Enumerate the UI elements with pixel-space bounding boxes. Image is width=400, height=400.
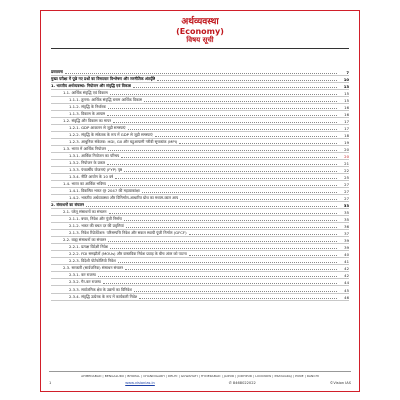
document-page [40,10,360,392]
toc-leader-dots [115,178,337,179]
toc-entry[interactable] [51,294,349,301]
toc-entry-label: मुख्य परीक्षा में पूछे गए प्रश्नों का विषयवार विश्लेषण और रणनीतिक अंतर्दृष्टि [51,76,156,82]
toc-entry-page: 44 [344,280,349,286]
toc-leader-dots [189,234,337,235]
toc-entry-label: 1. भारतीय अर्थव्यवस्था: नियोजन और संवृद्धि एवं विकास [51,83,132,89]
toc-entry-label: 1.2.3. आधुनिक संकेतक: HDI, GII और बहुआयामी गरीबी सूचकांक (MPI) [69,139,178,145]
toc-leader-dots [107,115,337,116]
toc-entry-page: 18 [344,133,349,139]
toc-entry[interactable] [51,167,349,174]
toc-entry[interactable] [51,174,349,181]
toc-entry[interactable] [51,286,349,293]
toc-entry[interactable] [51,132,349,139]
toc-leader-dots [189,255,337,256]
toc-leader-dots [126,227,337,228]
toc-entry-page: 37 [344,231,349,237]
toc-entry-page: 46 [344,294,349,300]
toc-entry-label: 1.3.2. नियोजन के प्रकार [69,160,106,166]
toc-entry-page: 42 [344,273,349,279]
toc-entry-page: 36 [344,224,349,230]
toc-entry-page: 16 [344,112,349,118]
toc-entry[interactable] [51,146,349,153]
toc-entry[interactable] [51,202,349,209]
toc-entry-label: 2.2.2. FDI समझौतों (MOUs) और वास्तविक निवेश प्रवाह के बीच अंतर को पाटना [69,251,187,257]
toc-entry[interactable] [51,125,349,132]
toc-heading: विषय सूची [186,36,214,44]
toc-entry-label: 2.2.3. विदेशी पोर्टफोलियो निवेश [69,258,116,264]
toc-leader-dots [108,185,337,186]
toc-entry-label: 2.1.3. निवेश रिप्रेजेंटेशन: परिसम्पत्ति निवेश और सकल स्थायी पूंजी निर्माण (GFCF) [69,230,187,236]
toc-entry-page: 33 [343,203,349,209]
toc-entry[interactable] [51,279,349,286]
toc-leader-dots [134,291,337,292]
toc-entry-page: 40 [344,252,349,258]
footer-website-link[interactable]: www.visionias.in [125,381,155,385]
toc-entry-page: 17 [344,126,349,132]
toc-leader-dots [144,101,337,102]
toc-entry[interactable] [51,153,349,160]
footer-phone: ✆ 8468022022 [228,381,256,385]
toc-leader-dots [128,129,337,130]
toc-leader-dots [110,94,337,95]
toc-entry-label: 1.1.2. संवृद्धि के निर्धारक [69,104,106,110]
toc-entry-label: 1.3.1. आर्थिक नियोजन का परिचय [69,153,120,159]
toc-entry-label: 1.4.2. भारतीय अर्थव्यवस्था और विनिर्माण-आधारित ग्रोथ का मध्यम-काल आय [69,195,179,201]
toc-entry-page: 22 [344,168,349,174]
toc-entry-label: 2.1.1. बचत, निवेश और पूंजी निर्माण [69,216,123,222]
toc-entry-label: 2.3.3. सार्वजनिक क्षेत्र के उद्यमों का विनिवेश [69,286,132,292]
toc-entry-page: 15 [344,91,349,97]
toc-entry-label: 1.2. संवृद्धि और विकास का मापन [63,118,112,124]
toc-entry[interactable] [51,90,349,97]
toc-entry[interactable] [51,76,349,83]
toc-entry-label: 2.2. बाह्य संसाधनों का संचलन [63,237,107,243]
toc-entry-page: 35 [344,217,349,223]
toc-leader-dots [108,150,337,151]
toc-entry[interactable] [51,111,349,118]
toc-leader-dots [124,171,337,172]
toc-leader-dots [142,192,337,193]
toc-entry[interactable] [51,188,349,195]
toc-entry-page: 27 [344,182,349,188]
toc-leader-dots [139,298,337,299]
toc-entry-label: 2.1. घरेलू संसाधनों का संचलन [63,209,107,215]
toc-entry[interactable] [51,216,349,223]
toc-entry-page: 20 [344,147,349,153]
toc-entry[interactable] [51,258,349,265]
toc-entry-label: 1.2.2. संवृद्धि के संकेतक के रूप में GDP से जुड़ी समस्याएं [69,132,153,138]
toc-entry-page: 15 [344,98,349,104]
toc-entry-label: 2. संसाधनों का संचलन [51,202,85,208]
toc-entry[interactable] [51,244,349,251]
toc-leader-dots [118,262,337,263]
toc-entry-label: 2.1.2. भारत की बचत दर की प्रवृत्तियां [69,223,124,229]
toc-leader-dots [157,80,337,81]
document-header [41,17,359,45]
toc-entry-page: 42 [344,266,349,272]
toc-entry-page: 27 [344,189,349,195]
toc-entry[interactable] [51,97,349,104]
toc-entry-page: 25 [344,175,349,181]
toc-entry[interactable] [51,223,349,230]
footer-copyright: ©Vision IAS [329,381,351,385]
toc-entry-label: 1.1.1. तुलना: आर्थिक संवृद्धि बनाम आर्थिक विकास [69,97,143,103]
toc-leader-dots [125,269,337,270]
toc-leader-dots [65,73,337,74]
toc-entry-label: 2.2.1. प्रत्यक्ष विदेशी निवेश [69,244,109,250]
toc-entry[interactable] [51,230,349,237]
toc-entry-label: 2.3.1. कर राजस्व [69,272,96,278]
toc-entry[interactable] [51,83,349,90]
toc-entry-page: 35 [344,210,349,216]
toc-entry-page: 21 [344,161,349,167]
toc-entry-page: 39 [344,238,349,244]
toc-entry-page: 41 [344,259,349,265]
page-footer [49,371,351,385]
toc-leader-dots [86,206,337,207]
footer-centers: AHMEDABAD | BENGALURU | BHOPAL | CHANDIGARH | DELHI | GUWAHATI | HYDERABAD | JAIPUR | JODHPUR | LUCKNOW | PRAYAGRAJ | PUNE | RANCHI [49,371,351,378]
toc-leader-dots [155,136,337,137]
toc-leader-dots [121,157,337,158]
toc-entry-label: प्रस्तावना [51,69,63,75]
toc-entry-page: 39 [344,245,349,251]
toc-entry-label: 1.1.3. विकास के आयाम [69,111,106,117]
toc-entry-label: 1.3.3. पंचवर्षीय योजनाएं (FYP) पृष्ठ [69,167,123,173]
toc-entry-page: 19 [344,140,349,146]
toc-entry-page: 45 [344,287,349,293]
toc-entry[interactable] [51,195,349,202]
toc-entry-label: 1.1. आर्थिक संवृद्धि एवं विकास [63,90,108,96]
toc-entry[interactable] [51,139,349,146]
page-title: अर्थव्यवस्था [181,17,219,27]
toc-leader-dots [103,283,337,284]
toc-entry[interactable] [51,251,349,258]
toc-entry-page: 20 [344,154,349,160]
toc-leader-dots [133,87,337,88]
toc-entry-page: 27 [344,196,349,202]
toc-entry-page: 10 [343,77,349,83]
toc-leader-dots [124,220,337,221]
footer-page-number: 1 [49,381,52,385]
toc-entry-page: 16 [344,105,349,111]
toc-leader-dots [108,108,337,109]
toc-entry-label: 1.3. भारत में आर्थिक नियोजन [63,146,107,152]
toc-leader-dots [180,199,337,200]
toc-entry[interactable] [51,265,349,272]
toc-entry[interactable] [51,160,349,167]
toc-list [51,69,349,301]
toc-entry-label: 1.4. भारत का आर्थिक भविष्य [63,181,106,187]
toc-leader-dots [108,241,337,242]
toc-entry-label: 1.4.1. विकसित भारत @ 2047 की महत्वाकांक्षा [69,188,140,194]
toc-entry[interactable] [51,118,349,125]
toc-entry-page: 7 [346,70,349,76]
toc-entry-page: 13 [343,84,349,90]
toc-entry-label: 2.3.4. संवृद्धि उत्प्रेरक के रूप में कार्यकारी निवेश [69,293,138,299]
toc-leader-dots [110,248,337,249]
toc-entry[interactable] [51,69,349,76]
toc-entry[interactable] [51,237,349,244]
toc-entry-label: 2.3.2. गैर-कर राजस्व [69,279,101,285]
toc-entry[interactable] [51,209,349,216]
toc-entry-label: 1.3.4. नीति आयोग के 10 वर्ष [69,174,114,180]
toc-leader-dots [113,122,337,123]
toc-entry-label: 2.3. सरकारी (सार्वजनिक) संसाधन संचलन [63,265,124,271]
toc-entry-label: 1.2.1. GDP आकलन से जुड़ी समस्याएं [69,125,126,131]
toc-entry[interactable] [51,181,349,188]
page-subtitle: (Economy) [176,27,224,36]
toc-leader-dots [107,164,337,165]
header-divider [51,48,349,49]
toc-leader-dots [109,213,337,214]
toc-entry[interactable] [51,272,349,279]
toc-entry-page: 17 [344,119,349,125]
toc-leader-dots [98,276,337,277]
toc-entry[interactable] [51,104,349,111]
footer-phone-number: 8468022022 [232,381,256,385]
toc-leader-dots [179,143,337,144]
